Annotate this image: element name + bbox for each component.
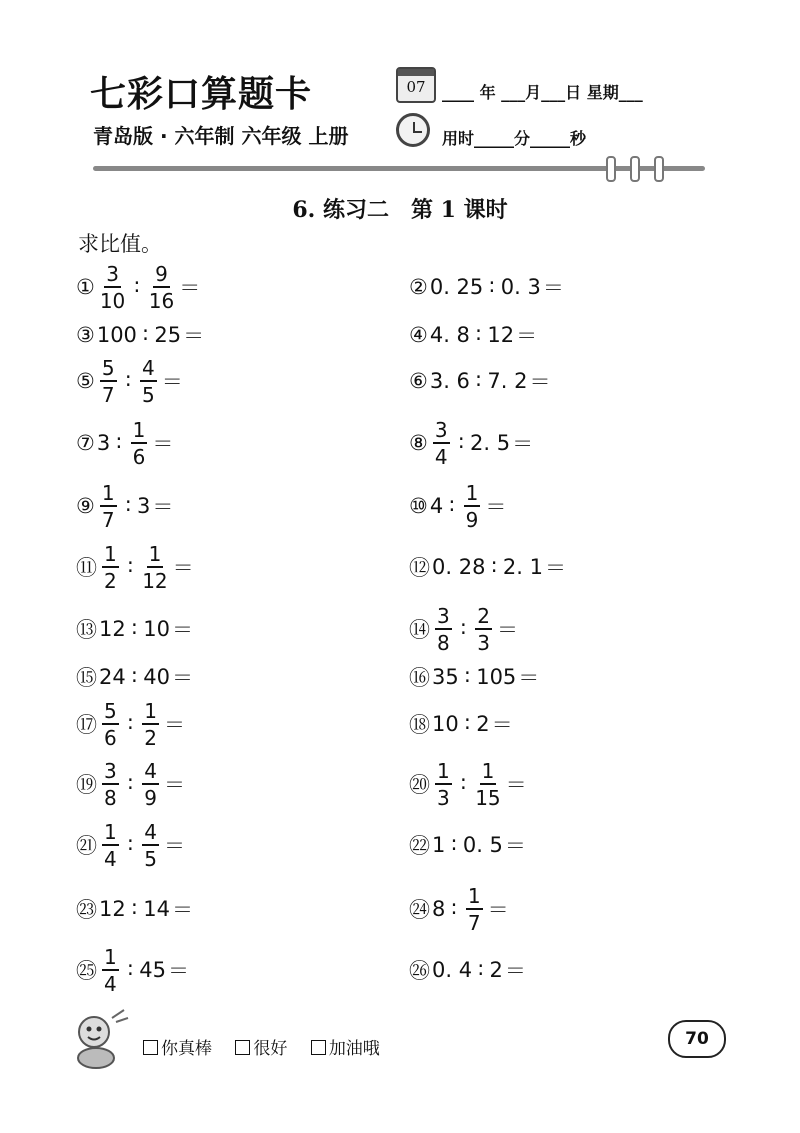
ratio-problem [76, 604, 193, 654]
numerator: 4 [144, 758, 157, 783]
equals-sign: ＝ [487, 898, 509, 922]
numerator: 1 [437, 758, 450, 783]
problem-number: ⑬ [76, 618, 97, 642]
fraction [102, 944, 119, 996]
ratio-colon: ∶ [127, 833, 134, 857]
number-term: 12 [99, 617, 126, 641]
denominator: 4 [104, 971, 117, 996]
equals-sign: ＝ [172, 556, 194, 580]
number-term: 4. 8 [429, 323, 470, 347]
ratio-colon: ∶ [142, 323, 149, 347]
ratio-colon: ∶ [116, 431, 122, 455]
ratio-problem [409, 310, 537, 360]
problem-number: ② [409, 275, 428, 299]
rating-option-good[interactable]: 很好 [235, 1039, 287, 1059]
equals-sign: ＝ [163, 773, 185, 797]
ratio-problem [76, 820, 185, 870]
ratio-colon: ∶ [475, 369, 482, 393]
problem-number: ⑰ [76, 713, 97, 737]
problem-number: ⑨ [76, 494, 95, 518]
ratio-colon: ∶ [449, 494, 455, 518]
fraction [102, 758, 119, 810]
ratio-colon: ∶ [460, 772, 467, 796]
denominator: 6 [104, 725, 117, 750]
numerator: 4 [142, 355, 155, 380]
ratio-colon: ∶ [460, 617, 467, 641]
ratio-problem [409, 652, 539, 702]
ratio-colon: ∶ [451, 833, 457, 857]
ratio-colon: ∶ [127, 712, 134, 736]
problem-number: ⑯ [409, 666, 430, 690]
instruction-text: 求比值。 [78, 232, 162, 256]
problem-number: ⑲ [76, 773, 97, 797]
denominator: 5 [142, 382, 155, 407]
fraction [140, 355, 157, 407]
number-term: 40 [143, 665, 170, 689]
number-term: 0. 4 [432, 958, 473, 982]
self-rating-options [143, 1034, 398, 1059]
page-number: 70 [668, 1020, 726, 1058]
ratio-colon: ∶ [131, 897, 138, 921]
fraction [142, 819, 159, 871]
ratio-problem [76, 759, 185, 809]
numerator: 3 [104, 758, 117, 783]
ratio-problem [76, 418, 173, 468]
equals-sign: ＝ [504, 959, 526, 983]
problem-number: ⑤ [76, 369, 95, 393]
ratio-problem [409, 262, 564, 312]
number-term: 3 [137, 494, 151, 518]
equals-sign: ＝ [161, 370, 183, 394]
ratio-problem [409, 542, 566, 592]
denominator: 15 [475, 785, 501, 810]
number-term: 0. 28 [432, 555, 486, 579]
equals-sign: ＝ [518, 666, 540, 690]
denominator: 9 [465, 507, 479, 532]
equals-sign: ＝ [496, 618, 518, 642]
calendar-number: 07 [406, 78, 426, 96]
binder-ring [606, 156, 616, 182]
fraction [435, 758, 452, 810]
problem-number: ㉕ [76, 959, 97, 983]
equals-sign: ＝ [505, 773, 527, 797]
number-term: 8 [432, 897, 446, 921]
lesson-title: 6. 练习二 第 1 课时 [292, 197, 508, 223]
numerator: 1 [101, 480, 115, 505]
problem-number: ⑱ [409, 713, 430, 737]
problem-number: ⑮ [76, 666, 97, 690]
denominator: 3 [477, 630, 490, 655]
ratio-colon: ∶ [451, 897, 457, 921]
number-term: 2. 1 [502, 555, 543, 579]
fraction [466, 883, 483, 935]
equals-sign: ＝ [544, 556, 566, 580]
calendar-icon [396, 67, 436, 103]
ratio-colon: ∶ [475, 323, 482, 347]
number-term: 105 [476, 665, 517, 689]
fraction [148, 261, 175, 313]
number-term: 12 [487, 323, 515, 347]
problem-number: ⑩ [409, 494, 428, 518]
problem-number: ㉒ [409, 834, 430, 858]
equals-sign: ＝ [163, 834, 185, 858]
number-term: 10 [432, 712, 459, 736]
number-term: 3 [96, 431, 111, 455]
equals-sign: ＝ [512, 432, 534, 456]
number-term: 1 [432, 833, 446, 857]
problem-number: ④ [409, 323, 428, 347]
number-term: 35 [432, 665, 459, 689]
ratio-problem [409, 820, 526, 870]
ratio-colon: ∶ [131, 617, 138, 641]
ratio-colon: ∶ [491, 555, 497, 579]
denominator: 2 [104, 568, 117, 593]
equals-sign: ＝ [491, 713, 513, 737]
fraction [102, 541, 119, 593]
brand-text: 七彩口算题卡 [90, 73, 313, 115]
denominator: 5 [144, 846, 157, 871]
denominator: 6 [132, 444, 146, 469]
numerator: 1 [481, 758, 495, 783]
problem-number: ㉖ [409, 959, 430, 983]
ratio-colon: ∶ [464, 712, 471, 736]
number-term: 7. 2 [487, 369, 528, 393]
ratio-problem [409, 604, 518, 654]
number-term: 10 [143, 617, 170, 641]
denominator: 8 [104, 785, 117, 810]
denominator: 10 [99, 288, 126, 313]
binder-ring [654, 156, 664, 182]
rating-option-keep-going[interactable]: 加油哦 [311, 1039, 380, 1059]
ratio-problem [76, 542, 194, 592]
number-term: 0. 3 [500, 275, 541, 299]
ratio-problem [76, 310, 204, 360]
ratio-problem [76, 262, 200, 312]
denominator: 7 [101, 507, 115, 532]
brand-title [90, 66, 312, 117]
problem-number: ① [76, 275, 95, 299]
ratio-problem [409, 884, 509, 934]
problem-number: ⑭ [409, 618, 430, 642]
fraction [475, 603, 492, 655]
number-term: 45 [139, 958, 166, 982]
checkbox[interactable] [143, 1040, 158, 1055]
number-term: 4 [429, 494, 444, 518]
ratio-problem [76, 945, 189, 995]
numerator: 3 [434, 417, 448, 442]
problem-number: ㉑ [76, 834, 97, 858]
fraction [435, 603, 452, 655]
date-fill-line: ____ 年 ___月___日 星期___ [442, 83, 643, 102]
numerator: 1 [467, 883, 481, 908]
time-fill-line: 用时_____分_____秒 [442, 129, 587, 148]
number-term: 25 [154, 323, 182, 347]
numerator: 1 [465, 480, 479, 505]
mascot-illustration [68, 1008, 134, 1070]
ratio-problem [76, 481, 173, 531]
problem-number: ⑥ [409, 369, 428, 393]
checkbox[interactable] [311, 1040, 326, 1055]
numerator: 1 [104, 819, 117, 844]
number-term: 2 [476, 712, 490, 736]
number-term: 100 [96, 323, 137, 347]
equals-sign: ＝ [485, 495, 507, 519]
denominator: 3 [437, 785, 450, 810]
numerator: 3 [106, 261, 119, 286]
numerator: 2 [477, 603, 490, 628]
fraction [142, 698, 159, 750]
equals-sign: ＝ [152, 432, 174, 456]
number-term: 2 [489, 958, 503, 982]
ratio-colon: ∶ [464, 665, 471, 689]
equals-sign: ＝ [152, 495, 174, 519]
ratio-problem [409, 356, 550, 406]
numerator: 3 [437, 603, 450, 628]
fraction [99, 261, 126, 313]
equals-sign: ＝ [183, 324, 205, 348]
problem-number: ⑫ [409, 556, 430, 580]
numerator: 1 [132, 417, 146, 442]
problem-number: ⑳ [409, 773, 430, 797]
equals-sign: ＝ [171, 618, 193, 642]
fraction [142, 541, 168, 593]
denominator: 7 [467, 910, 481, 935]
ratio-colon: ∶ [125, 494, 132, 518]
equals-sign: ＝ [179, 276, 201, 300]
fraction [100, 355, 117, 407]
ratio-colon: ∶ [127, 958, 134, 982]
numerator: 1 [148, 541, 162, 566]
ratio-colon: ∶ [134, 275, 140, 299]
numerator: 1 [104, 944, 117, 969]
problem-number: ⑦ [76, 431, 95, 455]
binder-ring [630, 156, 640, 182]
denominator: 2 [144, 725, 157, 750]
denominator: 4 [434, 444, 448, 469]
number-term: 0. 25 [429, 275, 484, 299]
problem-number: ⑪ [76, 556, 97, 580]
denominator: 12 [142, 568, 168, 593]
equals-sign: ＝ [529, 370, 551, 394]
ratio-colon: ∶ [127, 555, 134, 579]
ratio-colon: ∶ [478, 958, 484, 982]
number-term: 3. 6 [429, 369, 470, 393]
problem-number: ③ [76, 323, 95, 347]
equals-sign: ＝ [171, 898, 193, 922]
fraction [100, 480, 117, 532]
equals-sign: ＝ [516, 324, 538, 348]
equals-sign: ＝ [171, 666, 193, 690]
fraction [102, 698, 119, 750]
numerator: 5 [101, 355, 115, 380]
ratio-problem [409, 481, 506, 531]
fraction [131, 417, 148, 469]
numerator: 9 [155, 261, 168, 286]
number-term: 24 [99, 665, 126, 689]
rating-option-great[interactable]: 你真棒 [143, 1039, 212, 1059]
equals-sign: ＝ [163, 713, 185, 737]
number-term: 2. 5 [470, 431, 511, 455]
equals-sign: ＝ [167, 959, 189, 983]
problem-number: ㉓ [76, 898, 97, 922]
problem-number: ⑧ [409, 431, 428, 455]
problem-number: ㉔ [409, 898, 430, 922]
denominator: 9 [144, 785, 157, 810]
numerator: 4 [144, 819, 157, 844]
fraction [433, 417, 450, 469]
ratio-colon: ∶ [458, 431, 465, 455]
number-term: 0. 5 [462, 833, 503, 857]
edition-subtitle: 青岛版 · 六年制 六年级 上册 [93, 124, 349, 148]
checkbox[interactable] [235, 1040, 250, 1055]
equals-sign: ＝ [542, 276, 564, 300]
number-term: 12 [99, 897, 126, 921]
denominator: 4 [104, 846, 117, 871]
ratio-problem [409, 699, 513, 749]
ratio-colon: ∶ [489, 275, 495, 299]
numerator: 1 [104, 541, 117, 566]
ratio-problem [76, 652, 193, 702]
numerator: 1 [144, 698, 157, 723]
numerator: 5 [104, 698, 117, 723]
fraction [142, 758, 159, 810]
number-term: 14 [143, 897, 170, 921]
ratio-problem [76, 356, 183, 406]
denominator: 7 [101, 382, 115, 407]
ratio-problem [409, 945, 526, 995]
equals-sign: ＝ [504, 834, 526, 858]
denominator: 8 [437, 630, 450, 655]
fraction [464, 480, 481, 532]
ratio-problem [409, 759, 527, 809]
ratio-colon: ∶ [131, 665, 138, 689]
ratio-problem [76, 699, 185, 749]
ratio-colon: ∶ [127, 772, 134, 796]
fraction [102, 819, 119, 871]
denominator: 16 [148, 288, 175, 313]
ratio-colon: ∶ [125, 369, 132, 393]
ratio-problem [409, 418, 533, 468]
ratio-problem [76, 884, 193, 934]
clock-icon [396, 113, 430, 147]
fraction [475, 758, 501, 810]
